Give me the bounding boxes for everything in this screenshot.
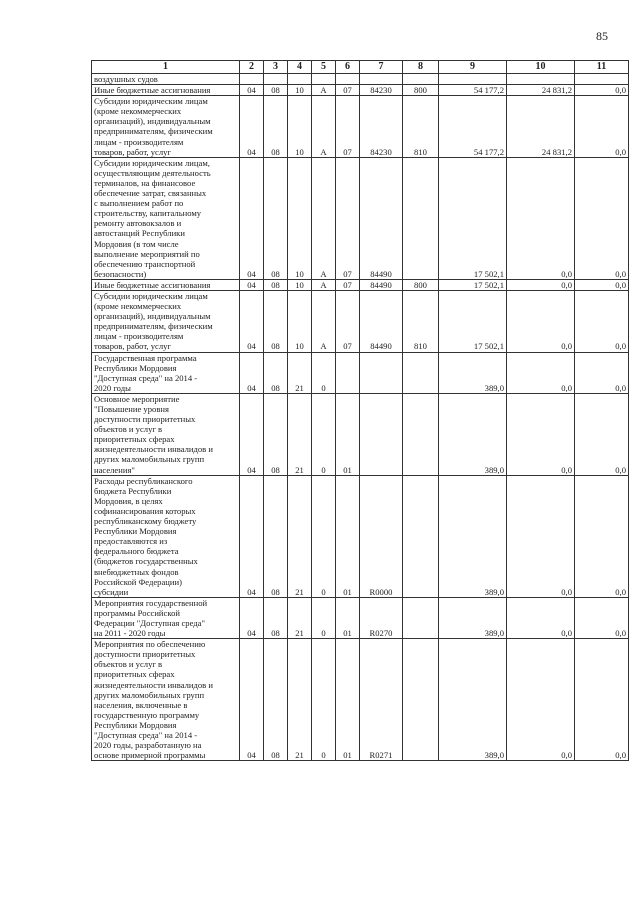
code-cell-c5: 0 xyxy=(312,475,336,597)
row-name-line: Мордовия, в целях xyxy=(94,495,163,506)
row-name-line: осуществляющим деятельность xyxy=(94,167,211,178)
row-name-cell xyxy=(92,279,240,290)
code-cell-c4 xyxy=(288,74,312,85)
code-cell-c4: 21 xyxy=(288,352,312,393)
row-name-line: внебюджетных фондов xyxy=(94,566,179,577)
row-name-line: Субсидии юридическим лицам, xyxy=(94,157,210,168)
code-cell-c4: 21 xyxy=(288,393,312,475)
row-name-line: выполнение мероприятий по xyxy=(94,248,200,259)
row-name-line: Мероприятия государственной xyxy=(94,597,208,608)
code-cell-c6: 07 xyxy=(336,290,360,352)
table-row xyxy=(92,475,629,597)
code-cell-c2: 04 xyxy=(240,279,264,290)
table-row xyxy=(92,85,629,96)
code-cell-c2: 04 xyxy=(240,290,264,352)
row-name-line: софинансирования которых xyxy=(94,505,196,516)
amount-cell-c9: 54 177,2 xyxy=(439,85,507,96)
row-name-line: обеспечению транспортной xyxy=(94,258,196,269)
row-name-line: безопасности) xyxy=(94,268,147,279)
row-name-line: Мероприятия по обеспечению xyxy=(94,639,206,650)
row-name-line: Федерации "Доступная среда" xyxy=(94,617,205,628)
amount-cell-c9: 17 502,1 xyxy=(439,279,507,290)
row-name-line: Расходы республиканского xyxy=(94,475,193,486)
code-cell-c7 xyxy=(360,393,403,475)
amount-cell-c10: 0,0 xyxy=(507,279,575,290)
amount-cell-c10 xyxy=(507,74,575,85)
code-cell-c3: 08 xyxy=(264,393,288,475)
row-name-line: 2020 годы, разработанную на xyxy=(94,740,202,751)
code-cell-c3: 08 xyxy=(264,639,288,761)
amount-cell-c9: 389,0 xyxy=(439,475,507,597)
code-cell-c8 xyxy=(403,74,439,85)
row-name-line: республиканскому бюджету xyxy=(94,516,197,527)
column-header: 5 xyxy=(312,61,336,74)
amount-cell-c9: 389,0 xyxy=(439,597,507,638)
row-name-line: товаров, работ, услуг xyxy=(94,146,171,157)
code-cell-c6: 07 xyxy=(336,85,360,96)
code-cell-c5: А xyxy=(312,279,336,290)
row-name-line: жизнедеятельности инвалидов и xyxy=(94,679,213,690)
row-name-cell xyxy=(92,85,240,96)
row-name-cell xyxy=(92,475,240,597)
amount-cell-c10: 24 831,2 xyxy=(507,96,575,158)
row-name-cell xyxy=(92,393,240,475)
code-cell-c5: А xyxy=(312,157,336,279)
code-cell-c3: 08 xyxy=(264,475,288,597)
row-name-cell xyxy=(92,157,240,279)
code-cell-c4: 10 xyxy=(288,96,312,158)
row-name-line: товаров, работ, услуг xyxy=(94,341,171,352)
column-header: 1 xyxy=(92,61,240,74)
amount-cell-c9: 17 502,1 xyxy=(439,157,507,279)
amount-cell-c10: 0,0 xyxy=(507,290,575,352)
row-name-cell xyxy=(92,290,240,352)
code-cell-c3 xyxy=(264,74,288,85)
row-name-line: программы Российской xyxy=(94,607,180,618)
amount-cell-c9: 54 177,2 xyxy=(439,96,507,158)
column-header: 4 xyxy=(288,61,312,74)
amount-cell-c11: 0,0 xyxy=(575,393,629,475)
code-cell-c5: 0 xyxy=(312,639,336,761)
row-name-line: автостанций Республики xyxy=(94,228,185,239)
row-name-line: 2020 годы xyxy=(94,382,131,393)
code-cell-c4: 10 xyxy=(288,157,312,279)
row-name-line: организаций), индивидуальным xyxy=(94,116,211,127)
row-name-line: предпринимателям, физическим xyxy=(94,321,213,332)
code-cell-c7: 84490 xyxy=(360,279,403,290)
code-cell-c7: R0270 xyxy=(360,597,403,638)
table-row xyxy=(92,279,629,290)
column-header: 11 xyxy=(575,61,629,74)
row-name-line: (кроме некоммерческих xyxy=(94,301,182,312)
code-cell-c2: 04 xyxy=(240,639,264,761)
code-cell-c4: 10 xyxy=(288,85,312,96)
code-cell-c7 xyxy=(360,352,403,393)
row-name-line: "Повышение уровня xyxy=(94,404,169,414)
table-row xyxy=(92,290,629,352)
row-name-line: лицам - производителям xyxy=(94,331,184,342)
row-name-line: населения, включенные в xyxy=(94,699,188,710)
code-cell-c6 xyxy=(336,352,360,393)
row-name-line: других маломобильных групп xyxy=(94,689,205,700)
row-name-line: Российской Федерации) xyxy=(94,576,182,587)
code-cell-c8 xyxy=(403,597,439,638)
amount-cell-c11: 0,0 xyxy=(575,597,629,638)
column-header: 10 xyxy=(507,61,575,74)
table-row xyxy=(92,597,629,638)
amount-cell-c11: 0,0 xyxy=(575,352,629,393)
code-cell-c8 xyxy=(403,352,439,393)
code-cell-c8 xyxy=(403,475,439,597)
row-name-line: с выполнением работ по xyxy=(94,198,184,209)
row-name-line: Иные бюджетные ассигнования xyxy=(94,279,211,290)
code-cell-c3: 08 xyxy=(264,157,288,279)
page-number: 85 xyxy=(596,29,608,43)
amount-cell-c9: 389,0 xyxy=(439,639,507,761)
row-name-line: основе примерной программы xyxy=(94,750,206,761)
code-cell-c4: 21 xyxy=(288,639,312,761)
code-cell-c6: 01 xyxy=(336,597,360,638)
amount-cell-c9: 389,0 xyxy=(439,393,507,475)
amount-cell-c9: 389,0 xyxy=(439,352,507,393)
row-name-cell xyxy=(92,639,240,761)
code-cell-c6 xyxy=(336,74,360,85)
row-name-line: населения" xyxy=(94,464,135,475)
table-row xyxy=(92,74,629,85)
code-cell-c2 xyxy=(240,74,264,85)
code-cell-c3: 08 xyxy=(264,352,288,393)
table-row xyxy=(92,639,629,761)
code-cell-c6: 07 xyxy=(336,157,360,279)
row-name-line: государственную программу xyxy=(94,709,200,720)
code-cell-c5: А xyxy=(312,96,336,158)
amount-cell-c11: 0,0 xyxy=(575,157,629,279)
code-cell-c8 xyxy=(403,393,439,475)
column-header: 7 xyxy=(360,61,403,74)
row-name-line: объектов и услуг в xyxy=(94,659,163,670)
amount-cell-c10: 0,0 xyxy=(507,597,575,638)
code-cell-c2: 04 xyxy=(240,96,264,158)
header-row xyxy=(92,61,629,74)
row-name-line: других маломобильных групп xyxy=(94,454,205,465)
code-cell-c7: R0000 xyxy=(360,475,403,597)
row-name-line: "Доступная среда" на 2014 - xyxy=(94,372,198,383)
row-name-line: "Доступная среда" на 2014 - xyxy=(94,730,198,740)
code-cell-c3: 08 xyxy=(264,290,288,352)
row-name-line: Государственная программа xyxy=(94,352,197,363)
table-row xyxy=(92,352,629,393)
row-name-line: (кроме некоммерческих xyxy=(94,106,182,117)
row-name-cell xyxy=(92,96,240,158)
code-cell-c7: 84230 xyxy=(360,96,403,158)
code-cell-c2: 04 xyxy=(240,475,264,597)
code-cell-c6: 07 xyxy=(336,279,360,290)
table-body xyxy=(92,74,629,761)
code-cell-c5: 0 xyxy=(312,352,336,393)
code-cell-c5 xyxy=(312,74,336,85)
row-name-line: доступности приоритетных xyxy=(94,414,196,425)
code-cell-c8 xyxy=(403,639,439,761)
row-name-line: организаций), индивидуальным xyxy=(94,311,211,322)
code-cell-c7: 84490 xyxy=(360,290,403,352)
row-name-cell xyxy=(92,352,240,393)
code-cell-c5: 0 xyxy=(312,393,336,475)
row-name-cell xyxy=(92,74,240,85)
code-cell-c3: 08 xyxy=(264,85,288,96)
amount-cell-c9 xyxy=(439,74,507,85)
row-name-line: субсидии xyxy=(94,586,129,597)
code-cell-c5: 0 xyxy=(312,597,336,638)
amount-cell-c11: 0,0 xyxy=(575,475,629,597)
amount-cell-c11: 0,0 xyxy=(575,279,629,290)
amount-cell-c11: 0,0 xyxy=(575,96,629,158)
column-header: 3 xyxy=(264,61,288,74)
row-name-line: обеспечение затрат, связанных xyxy=(94,188,207,199)
row-name-line: предоставляются из xyxy=(94,536,168,547)
code-cell-c4: 21 xyxy=(288,475,312,597)
amount-cell-c11 xyxy=(575,74,629,85)
row-name-line: объектов и услуг в xyxy=(94,424,163,435)
row-name-line: предпринимателям, физическим xyxy=(94,126,213,137)
row-name-line: Иные бюджетные ассигнования xyxy=(94,85,211,96)
table-row xyxy=(92,393,629,475)
code-cell-c4: 10 xyxy=(288,279,312,290)
column-header: 8 xyxy=(403,61,439,74)
code-cell-c8: 800 xyxy=(403,279,439,290)
row-name-line: федерального бюджета xyxy=(94,546,179,557)
code-cell-c2: 04 xyxy=(240,597,264,638)
table-row xyxy=(92,157,629,279)
code-cell-c5: А xyxy=(312,85,336,96)
code-cell-c5: А xyxy=(312,290,336,352)
row-name-line: Республики Мордовия xyxy=(94,526,177,537)
code-cell-c4: 21 xyxy=(288,597,312,638)
row-name-line: доступности приоритетных xyxy=(94,649,196,660)
code-cell-c6: 01 xyxy=(336,639,360,761)
amount-cell-c10: 24 831,2 xyxy=(507,85,575,96)
row-name-line: приоритетных сферах xyxy=(94,669,175,680)
code-cell-c8: 810 xyxy=(403,290,439,352)
row-name-line: на 2011 - 2020 годы xyxy=(94,628,166,639)
row-name-line: приоритетных сферах xyxy=(94,434,175,445)
row-name-line: лицам - производителям xyxy=(94,136,184,147)
amount-cell-c11: 0,0 xyxy=(575,639,629,761)
row-name-line: бюджета Республики xyxy=(94,485,172,496)
code-cell-c8: 800 xyxy=(403,85,439,96)
budget-table xyxy=(91,60,629,761)
code-cell-c6: 07 xyxy=(336,96,360,158)
column-header: 2 xyxy=(240,61,264,74)
row-name-line: воздушных судов xyxy=(94,74,158,84)
code-cell-c7 xyxy=(360,74,403,85)
code-cell-c7: 84230 xyxy=(360,85,403,96)
row-name-line: Мордовия (в том числе xyxy=(94,238,179,249)
code-cell-c2: 04 xyxy=(240,352,264,393)
amount-cell-c10: 0,0 xyxy=(507,639,575,761)
row-name-cell xyxy=(92,597,240,638)
row-name-line: Республики Мордовия xyxy=(94,362,177,373)
row-name-line: жизнедеятельности инвалидов и xyxy=(94,444,213,455)
code-cell-c2: 04 xyxy=(240,157,264,279)
row-name-line: Субсидии юридическим лицам xyxy=(94,96,208,107)
amount-cell-c10: 0,0 xyxy=(507,157,575,279)
row-name-line: Республики Мордовия xyxy=(94,719,177,730)
amount-cell-c10: 0,0 xyxy=(507,475,575,597)
amount-cell-c10: 0,0 xyxy=(507,393,575,475)
row-name-line: Основное мероприятие xyxy=(94,393,180,404)
code-cell-c6: 01 xyxy=(336,393,360,475)
code-cell-c6: 01 xyxy=(336,475,360,597)
code-cell-c7: 84490 xyxy=(360,157,403,279)
row-name-line: (бюджетов государственных xyxy=(94,556,198,567)
amount-cell-c11: 0,0 xyxy=(575,85,629,96)
column-header: 9 xyxy=(439,61,507,74)
code-cell-c3: 08 xyxy=(264,279,288,290)
amount-cell-c9: 17 502,1 xyxy=(439,290,507,352)
table-row xyxy=(92,96,629,158)
code-cell-c4: 10 xyxy=(288,290,312,352)
row-name-line: Субсидии юридическим лицам xyxy=(94,290,208,301)
code-cell-c3: 08 xyxy=(264,597,288,638)
row-name-line: ремонту автовокзалов и xyxy=(94,218,182,229)
amount-cell-c10: 0,0 xyxy=(507,352,575,393)
row-name-line: строительству, капитальному xyxy=(94,208,202,219)
code-cell-c7: R0271 xyxy=(360,639,403,761)
code-cell-c3: 08 xyxy=(264,96,288,158)
code-cell-c8: 810 xyxy=(403,96,439,158)
column-header: 6 xyxy=(336,61,360,74)
code-cell-c8 xyxy=(403,157,439,279)
amount-cell-c11: 0,0 xyxy=(575,290,629,352)
code-cell-c2: 04 xyxy=(240,85,264,96)
row-name-line: терминалов, на финансовое xyxy=(94,177,196,188)
code-cell-c2: 04 xyxy=(240,393,264,475)
